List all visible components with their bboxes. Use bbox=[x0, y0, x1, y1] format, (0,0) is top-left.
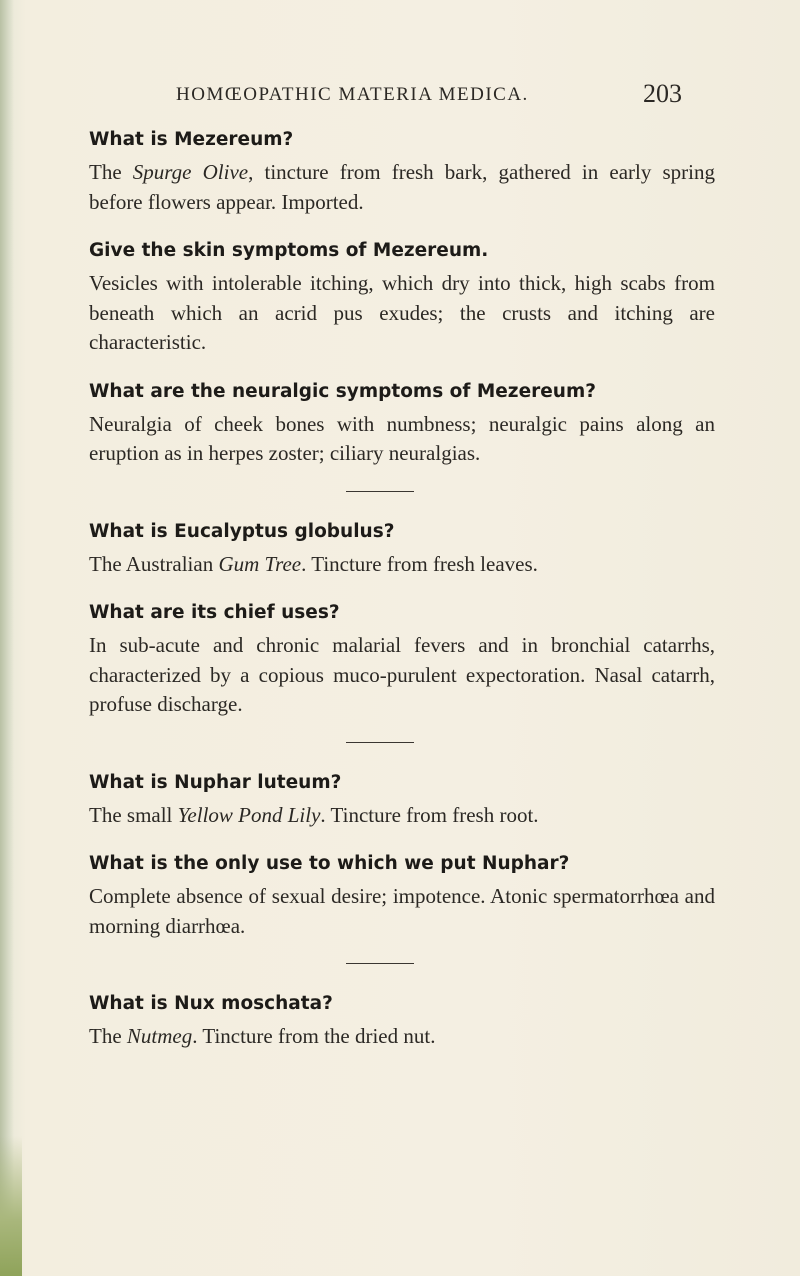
qa-entry bbox=[89, 769, 715, 831]
qa-entry bbox=[89, 237, 715, 358]
answer bbox=[89, 631, 715, 720]
qa-entry bbox=[89, 990, 715, 1052]
answer-italic: Nutmeg bbox=[126, 1024, 193, 1048]
answer bbox=[89, 410, 715, 469]
answer-italic: Gum Tree bbox=[218, 551, 302, 576]
qa-entry bbox=[89, 518, 715, 580]
answer-text: Vesicles with intolerable itching, which dry into thick, high scabs from beneath which an acrid pus exudes; the crusts and itching are characteristic. bbox=[89, 271, 715, 354]
answer-italic: Yellow Pond Lily bbox=[177, 802, 321, 827]
question: What is Nuphar luteum? bbox=[89, 771, 342, 793]
question: What is the only use to which we put Nuphar? bbox=[89, 853, 570, 874]
answer-text: . Tincture from fresh leaves. bbox=[301, 551, 538, 576]
answer-text: The Australian bbox=[89, 551, 219, 576]
answer-text: The bbox=[89, 160, 133, 184]
answer-text: . Tincture from fresh root. bbox=[320, 802, 539, 827]
section-divider bbox=[346, 742, 414, 743]
question: What are its chief uses? bbox=[89, 602, 340, 623]
question: What is Mezereum? bbox=[89, 129, 294, 150]
section-divider bbox=[346, 963, 414, 964]
question: Give the skin symptoms of Mezereum. bbox=[89, 240, 489, 261]
running-head-title: HOMŒOPATHIC MATERIA MEDICA. bbox=[176, 84, 529, 105]
answer bbox=[89, 882, 715, 941]
page-number: 203 bbox=[643, 79, 682, 108]
question: What are the neuralgic symptoms of Mezereum? bbox=[89, 380, 596, 402]
section-divider bbox=[346, 491, 414, 492]
question: What is Nux moschata? bbox=[89, 993, 333, 1014]
answer bbox=[89, 158, 715, 217]
answer-text: . Tincture from the dried nut. bbox=[192, 1024, 436, 1048]
answer-text: , tincture from fresh bark, gathered in early spring before flowers appear. Imported. bbox=[89, 160, 715, 214]
answer-text: In sub-acute and chronic malarial fevers and in bronchial catarrhs, characterized by a copious muco-purulent expectoration. Nasal catarrh, profuse discharge. bbox=[89, 633, 715, 716]
answer-text: Neuralgia of cheek bones with numbness; neuralgic pains along an eruption as in herpes zoster; ciliary neuralgias. bbox=[89, 411, 715, 465]
answer-text: The small bbox=[89, 802, 178, 827]
answer bbox=[89, 1022, 715, 1052]
answer bbox=[89, 550, 715, 580]
page-edge-stain bbox=[0, 1136, 22, 1276]
answer-text: Complete absence of sexual desire; impotence. Atonic spermatorrhœa and morning diarrhœa. bbox=[89, 884, 715, 938]
qa-entry bbox=[89, 378, 715, 469]
qa-entry bbox=[89, 126, 715, 217]
answer-italic: Spurge Olive bbox=[132, 160, 249, 184]
answer bbox=[89, 801, 715, 831]
answer bbox=[89, 269, 715, 358]
qa-entry bbox=[89, 850, 715, 941]
question: What is Eucalyptus globulus? bbox=[89, 520, 395, 542]
qa-entry bbox=[89, 599, 715, 720]
page-content bbox=[89, 126, 715, 1072]
answer-text: The bbox=[89, 1024, 127, 1048]
page-spine-shadow bbox=[0, 0, 14, 1276]
